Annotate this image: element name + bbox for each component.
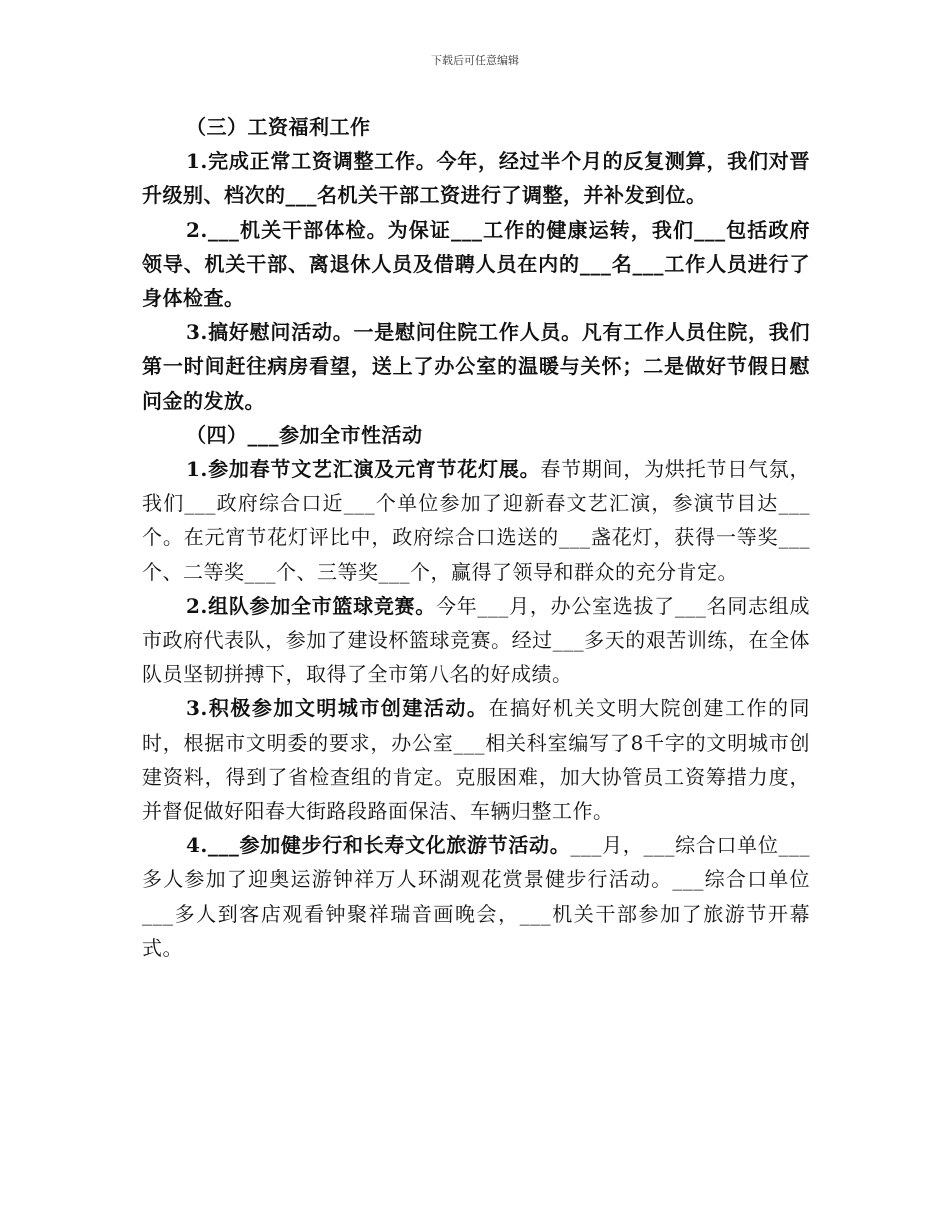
paragraph-text: 今年___月，办公室选拔了___名同志组成市政府代表队，参加了建设杯篮球竞赛。经过___多天的艰苦训练，在全体队员坚韧拼搏下，取得了全市第八名的好成绩。: [142, 593, 810, 687]
paragraph-title: 4.___参加健步行和长寿文化旅游节活动。: [186, 833, 571, 858]
paragraph-basketball: [142, 589, 810, 692]
section-heading-4: （四）___参加全市性活动: [186, 422, 423, 447]
document-body: [142, 110, 810, 965]
section-heading-3: （三）工资福利工作: [186, 115, 371, 139]
paragraph-salary-adjustment: 1.完成正常工资调整工作。今年，经过半个月的反复测算，我们对晋升级别、档次的___名机关干部工资进行了调整，并补发到位。: [142, 149, 810, 208]
page-header: 下载后可任意编辑: [431, 54, 519, 67]
paragraph-walking-festival: [142, 828, 810, 965]
paragraph-health-check: 2.___机关干部体检。为保证___工作的健康运转，我们___包括政府领导、机关干部、离退休人员及借聘人员在内的___名___工作人员进行了身体检查。: [142, 217, 810, 311]
paragraph-title: 2.组队参加全市篮球竞赛。: [186, 593, 436, 618]
paragraph-title: 1.参加春节文艺汇演及元宵节花灯展。: [186, 457, 541, 482]
paragraph-civilized-city: [142, 691, 810, 828]
paragraph-text: 春节期间，为烘托节日气氛，我们___政府综合口近___个单位参加了迎新春文艺汇演，参演节目达___个。在元宵节花灯评比中，政府综合口选送的___盏花灯，获得一等奖___个、二等奖___个、三等奖___个，赢得了领导和群众的充分肯定。: [142, 457, 810, 584]
paragraph-spring-festival: [142, 452, 810, 589]
paragraph-text: ___月，___综合口单位___多人参加了迎奥运游钟祥万人环湖观花赏景健步行活动。___综合口单位___多人到客店观看钟聚祥瑞音画晚会，___机关干部参加了旅游节开幕式。: [142, 833, 811, 960]
paragraph-text: 在搞好机关文明大院创建工作的同时，根据市文明委的要求，办公室___相关科室编写了8千字的文明城市创建资料，得到了省检查组的肯定。克服困难，加大协管员工资筹措力度，并督促做好阳春大街路段路面保洁、车辆归整工作。: [142, 696, 810, 824]
paragraph-condolence: 3.搞好慰问活动。一是慰问住院工作人员。凡有工作人员住院，我们第一时间赶往病房看望，送上了办公室的温暖与关怀；二是做好节假日慰问金的发放。: [142, 320, 810, 413]
paragraph-title: 3.积极参加文明城市创建活动。: [186, 696, 489, 721]
